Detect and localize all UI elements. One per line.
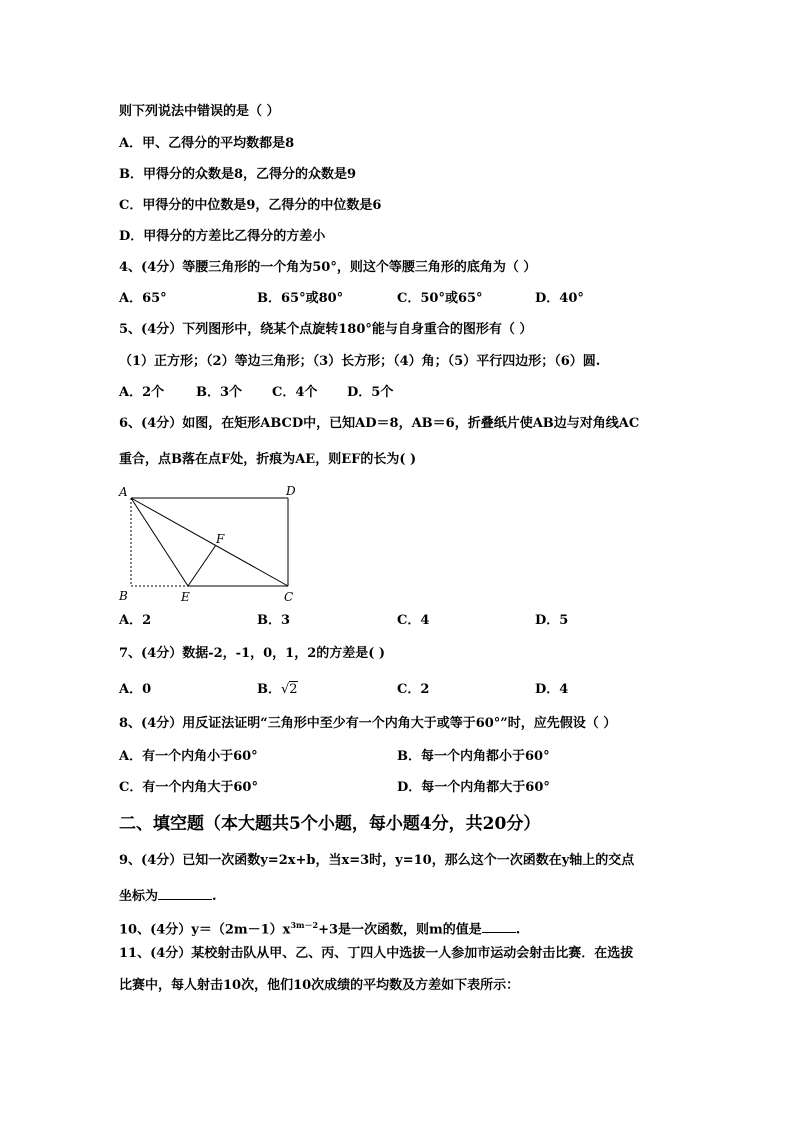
segment-ef	[188, 545, 216, 586]
q4-option-c: C．50°或65°	[397, 291, 483, 306]
q9-line1: 9、(4分）已知一次函数y=2x+b，当x=3时，y=10，那么这个一次函数在y轴上的交点	[119, 853, 635, 868]
q4-option-b: B．65°或80°	[257, 291, 344, 306]
q7-option-c: C．2	[397, 682, 430, 697]
q7-option-b-label: B．	[257, 682, 281, 697]
q8-option-a: A．有一个内角小于60°	[119, 749, 258, 764]
fold-ae	[131, 498, 188, 586]
q8-option-b: B．每一个内角都小于60°	[397, 749, 550, 764]
sqrt-symbol: √	[281, 682, 290, 697]
q5-option-d: D．5个	[347, 385, 394, 400]
q10-exponent: 3m－2	[290, 920, 319, 930]
label-a: A	[119, 485, 128, 499]
q11-line2: 比赛中，每人射击10次，他们10次成绩的平均数及方差如下表所示：	[119, 978, 520, 993]
sqrt-radicand: 2	[289, 682, 298, 697]
q6-stem-line1: 6、(4分）如图，在矩形ABCD中，已知AD＝8，AB＝6，折叠纸片使AB边与对角线AC	[119, 416, 640, 431]
q10-suffix: +3是一次函数，则m的值是	[318, 922, 482, 938]
q9-line2-text: 坐标为	[119, 889, 159, 904]
q10-end: .	[515, 922, 521, 938]
label-f: F	[216, 532, 225, 546]
q10-prefix: 10、(4分）y＝（2m－1）x	[119, 922, 291, 938]
q3-option-c: C．甲得分的中位数是9，乙得分的中位数是6	[119, 198, 382, 213]
q6-option-a: A．2	[119, 613, 152, 628]
q6-option-d: D．5	[535, 613, 569, 628]
diagonal-ac	[131, 498, 288, 586]
rectangle-fold-figure	[116, 483, 306, 605]
q6-option-b: B．3	[257, 613, 291, 628]
q5-option-a: A．2个	[119, 385, 165, 400]
q7-option-a: A．0	[119, 682, 152, 697]
q4-stem: 4、(4分）等腰三角形的一个角为50°，则这个等腰三角形的底角为（ ）	[119, 260, 537, 275]
q9-answer-blank[interactable]	[158, 886, 212, 900]
q3-option-b: B．甲得分的众数是8，乙得分的众数是9	[119, 167, 357, 182]
q7-option-d: D．4	[535, 682, 569, 697]
q9-line2	[119, 886, 217, 905]
q8-option-d: D．每一个内角都大于60°	[397, 780, 550, 795]
label-b: B	[119, 589, 128, 603]
q3-option-d: D．甲得分的方差比乙得分的方差小	[119, 229, 326, 244]
q7-stem: 7、(4分）数据-2，-1，0，1，2的方差是( )	[119, 646, 386, 661]
q8-stem: 8、(4分）用反证法证明“三角形中至少有一个内角大于或等于60°”时，应先假设（ ）	[119, 716, 617, 731]
q4-option-a: A．65°	[119, 291, 167, 306]
q6-option-c: C．4	[397, 613, 430, 628]
q5-items: （1）正方形；（2）等边三角形；（3）长方形；（4）角；（5）平行四边形；（6）圆.	[119, 354, 601, 369]
label-c: C	[284, 590, 294, 604]
q7-option-b	[257, 682, 298, 698]
q6-stem-line2: 重合，点B落在点F处，折痕为AE，则EF的长为( )	[119, 452, 417, 467]
label-d: D	[286, 484, 296, 498]
q5-stem: 5、(4分）下列图形中，绕某个点旋转180°能与自身重合的图形有（ ）	[119, 322, 533, 337]
label-e: E	[181, 590, 190, 604]
q4-option-d: D．40°	[535, 291, 584, 306]
q5-option-c: C．4个	[272, 385, 318, 400]
q5-option-b: B．3个	[196, 385, 243, 400]
q10-answer-blank[interactable]	[482, 919, 516, 933]
q3-stem: 则下列说法中错误的是（ ）	[119, 104, 280, 119]
section-title-fill-in: 二、填空题（本大题共5个小题，每小题4分，共20分）	[119, 814, 541, 834]
q10-line	[119, 917, 520, 938]
q3-option-a: A．甲、乙得分的平均数都是8	[119, 136, 295, 151]
q8-option-c: C．有一个内角大于60°	[119, 780, 258, 795]
q11-line1: 11、(4分）某校射击队从甲、乙、丙、丁四人中选拔一人参加市运动会射击比赛．在选拔	[119, 946, 634, 961]
q9-line2-end: .	[212, 889, 217, 904]
